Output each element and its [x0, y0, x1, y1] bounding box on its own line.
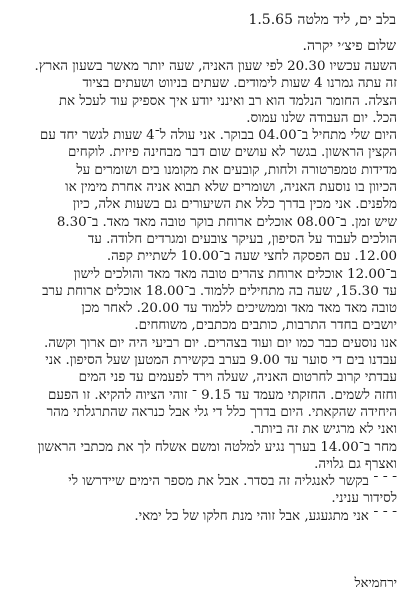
body-line: מדידות טמפרטורה ולחות, קובעים את מקומנו בים ושומרים על [76, 162, 397, 178]
body-line: עבדנו בים די סוער עד 9.00 בערב בקשירת המטען שעל הסיפון. אני [45, 353, 397, 369]
body-line: היחידה שהקאתי. היום בדרך כלל די גלי אבל כנראה שהתרגלתי מהר [46, 404, 397, 420]
body-line: מחר ב־14.00 בערך נגיע למלטה ומשם אשלח לך את מכתבי הראשון [37, 439, 397, 455]
body-line: טובה מאד מאד מאד וממשיכים ללמוד עד 20.00. לאחר מכן [81, 301, 397, 317]
body-line: לסידור עניני. [331, 491, 397, 507]
body-line: הכיוון בו נוסעת האניה, ושומרים שלא תבוא אניה אחרת מימין או [65, 180, 397, 196]
signature: ירחמיאל [354, 576, 397, 591]
body-line: השעה עכשיו 20.30 לפי שעון האניה, שעה יותר מאשר בשעון הארץ. [34, 59, 397, 74]
body-line: הקצין הראשון. בגשר לא עושים שום דבר מבחינה פיזית. לוקחים [67, 145, 397, 161]
letter-body [12, 58, 397, 558]
body-line: ואני לא מרגיש את זה ביותר. [250, 422, 397, 438]
body-line: ואצרף גם גלויה. [314, 456, 397, 472]
body-line: עד 15.30, שעה בה מתחילים ללמוד. ב־18.00 אוכלים ארוחת ערב [42, 283, 397, 299]
body-line: וחזה לשמים. החזקתי מעמד עד 9.15 ־ זוהי הציוה להקיא. זו הפעם [48, 387, 397, 403]
body-line: היום שלי מתחיל ב־04.00 בבוקר. אני עולה ל־4 שעות לגשר יחד עם [39, 128, 397, 144]
body-line: עבדתי קרוב לחרטום האניה, שעלה וירד לפעמים עד פני המים [78, 370, 397, 386]
date-location-line: בלב ים, ליד מלטה 1.5.65 [248, 12, 396, 28]
body-line: זה עתה גמרנו 4 שעות לימודים. שעתים בניווט ושעתים בציוד [82, 76, 397, 92]
body-line: אנו נוסעים כבר כמו יום ועוד בצהרים. יום רביעי היה יום ארוך וקשה. [43, 335, 397, 351]
body-line: שיש זמן. ב־08.00 אוכלים ארוחת בוקר טובה מאד מאד. ב־8.30 [56, 214, 397, 230]
body-line: הצלה. החומר הנלמד הוא רב ואינני יודע איך אספיק עוד לעכל את [58, 93, 397, 109]
body-line: ב־12.00 אוכלים ארוחת צהרים טובה מאד מאד והולכים לישון [73, 266, 397, 282]
body-line: מלפנים. אני מכין בדרך כלל את השיעורים גם בשעות אלה, כיון [72, 197, 397, 213]
body-line: ־ ־ ־ אני מתגעגע, אבל זוהי מנת חלקו של כל ימאי. [134, 508, 397, 524]
greeting-line: שלום פיצ׳י יקרה. [302, 38, 396, 54]
body-line: ־ ־ ־ בקשר לאנגליה זה בסדר. אבל את מספר הימים שיידרשו לי [68, 474, 397, 490]
body-line: הכל. יום העבודה שלנו עמוס. [246, 110, 397, 126]
body-line: 12.00. עם הפסקה לחצי שעה ב־10.00 לשתיית קפה. [106, 249, 397, 265]
body-line: יושבים בחדר התרבות, כותבים מכתבים, משוחחים. [134, 318, 397, 334]
body-line: הולכים לעבוד על הסיפון, בעיקר צובעים ומגרדים חלודה. עד [87, 231, 397, 247]
